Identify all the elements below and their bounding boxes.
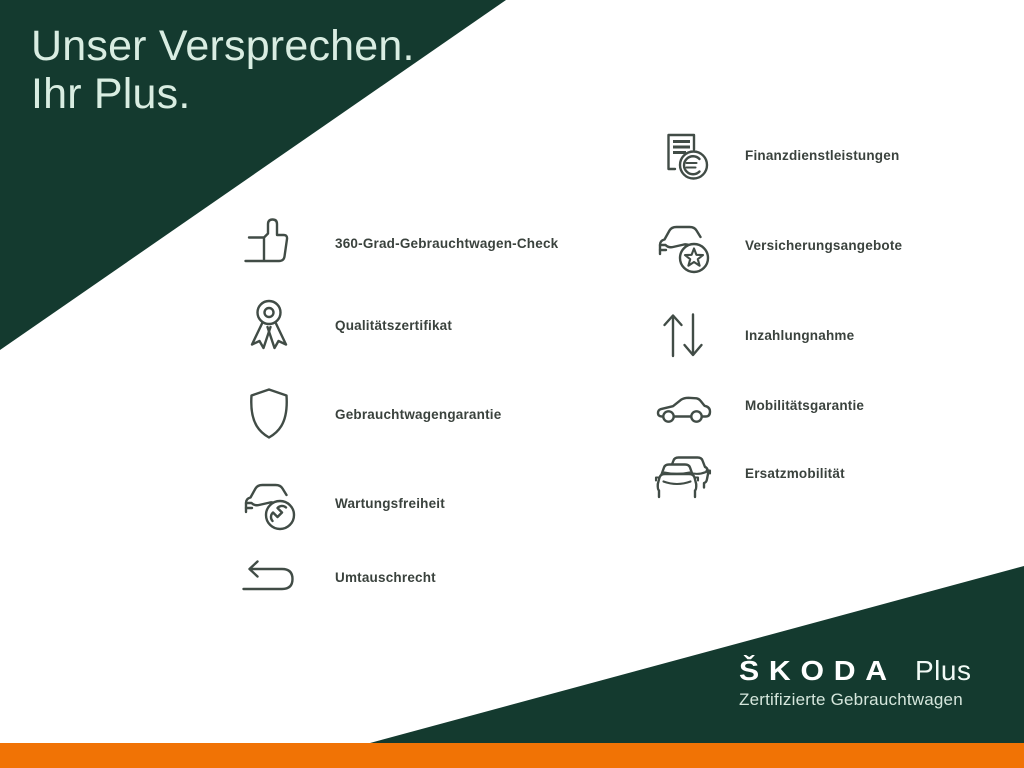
service-label: Inzahlungnahme	[745, 327, 855, 343]
brand-suffix: Plus	[915, 655, 972, 686]
service-label: Finanzdienstleistungen	[745, 147, 900, 163]
thumbs-up-icon	[236, 210, 302, 276]
service-item-inzahlungnahme	[650, 302, 854, 368]
invoice-euro-icon	[650, 122, 716, 188]
page-title-line1: Unser Versprechen.	[31, 22, 415, 70]
brand-name: ŠKODA	[739, 655, 897, 686]
page-title	[31, 22, 415, 118]
bottom-orange-bar	[0, 743, 1024, 768]
swap-arrows-icon	[650, 302, 716, 368]
service-label: Ersatzmobilität	[745, 465, 845, 481]
brand-wordmark	[739, 655, 972, 688]
service-label: Wartungsfreiheit	[335, 495, 445, 511]
brand-tagline: Zertifizierte Gebrauchtwagen	[739, 690, 963, 709]
service-item-mobilitaetsgarantie	[650, 372, 864, 438]
car-service-wrench-icon	[236, 470, 302, 536]
car-side-icon	[650, 372, 716, 438]
page-title-line2: Ihr Plus.	[31, 70, 191, 118]
service-label: Versicherungsangebote	[745, 237, 903, 253]
service-label: Gebrauchtwagengarantie	[335, 406, 502, 422]
service-label: Mobilitätsgarantie	[745, 397, 865, 413]
car-star-icon	[650, 212, 716, 278]
award-ribbon-icon	[236, 292, 302, 358]
service-item-garantie	[236, 381, 501, 447]
service-label: Umtauschrecht	[335, 569, 436, 585]
service-item-versicherungsangebote	[650, 212, 902, 278]
brand-logo	[739, 655, 972, 710]
service-item-finanzdienstleistungen	[650, 122, 899, 188]
shield-icon	[236, 381, 302, 447]
service-item-qualitaetszertifikat	[236, 292, 452, 358]
service-item-360-check	[236, 210, 558, 276]
two-cars-icon	[650, 440, 716, 506]
service-label: 360-Grad-Gebrauchtwagen-Check	[335, 235, 559, 251]
service-item-ersatzmobilitaet	[650, 440, 845, 506]
service-item-umtauschrecht	[236, 544, 436, 610]
return-arrow-icon	[236, 544, 302, 610]
service-label: Qualitätszertifikat	[335, 317, 453, 333]
service-item-wartungsfreiheit	[236, 470, 445, 536]
